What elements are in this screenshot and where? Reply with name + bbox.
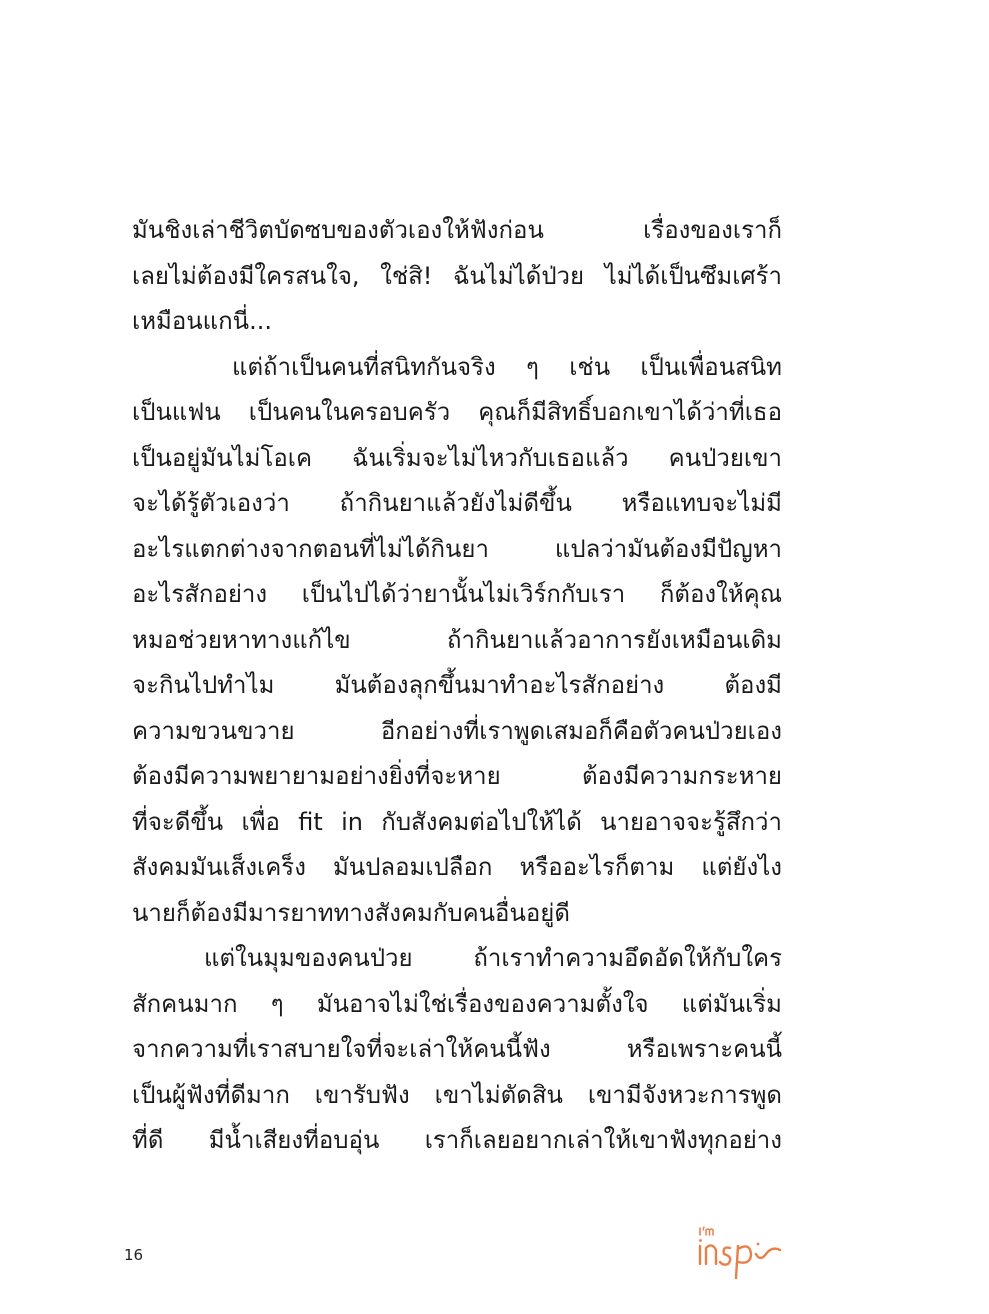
body-line-7: จะได้รู้ตัวเองว่า ถ้ากินยาแล้วยังไม่ดีขึ้น หรือแทบจะไม่มี (132, 489, 782, 517)
body-line-15: สังคมมันเส็งเคร็ง มันปลอมเปลือก หรืออะไรก็ตาม แต่ยังไง (132, 853, 782, 881)
body-line-4: แต่ถ้าเป็นคนที่สนิทกันจริง ๆ เช่น เป็นเพื่อนสนิท (232, 352, 782, 381)
body-line-11: จะกินไปทำไม มันต้องลุกขึ้นมาทำอะไรสักอย่าง ต้องมี (132, 671, 782, 699)
body-line-2: เลยไม่ต้องมีใครสนใจ, ใช่สิ! ฉันไม่ได้ป่วย ไม่ได้เป็นซึมเศร้า (132, 261, 782, 290)
body-line-14: ที่จะดีขึ้น เพื่อ fit in กับสังคมต่อไปให้ได้ นายอาจจะรู้สึกว่า (132, 807, 782, 836)
body-line-5: เป็นแฟน เป็นคนในครอบครัว คุณก็มีสิทธิ์บอกเขาได้ว่าที่เธอ (132, 398, 782, 426)
page-number: 16 (124, 1246, 144, 1264)
body-line-20: เป็นผู้ฟังที่ดีมาก เขารับฟัง เขาไม่ตัดสิน เขามีจังหวะการพูด (132, 1080, 782, 1109)
inspire-logo (694, 1224, 784, 1280)
body-line-10: หมอช่วยหาทางแก้ไข ถ้ากินยาแล้วอาการยังเหมือนเดิม (132, 625, 782, 654)
body-line-6: เป็นอยู่มันไม่โอเค ฉันเริ่มจะไม่ไหวกับเธอแล้ว คนป่วยเขา (132, 443, 782, 472)
body-line-8: อะไรแตกต่างจากตอนที่ไม่ได้กินยา แปลว่ามันต้องมีปัญหา (132, 534, 782, 563)
body-text (132, 208, 782, 1164)
body-line-18: สักคนมาก ๆ มันอาจไม่ใช่เรื่องของความตั้งใจ แต่มันเริ่ม (132, 989, 782, 1018)
body-line-1: มันชิงเล่าชีวิตบัดซบของตัวเองให้ฟังก่อน เรื่องของเราก็ (132, 216, 782, 244)
body-line-3: เหมือนแกนี่... (132, 307, 272, 335)
body-line-17: แต่ในมุมของคนป่วย ถ้าเราทำความอึดอัดให้กับใคร (204, 944, 782, 972)
body-line-13: ต้องมีความพยายามอย่างยิ่งที่จะหาย ต้องมีความกระหาย (132, 762, 782, 790)
body-line-19: จากความที่เราสบายใจที่จะเล่าให้คนนี้ฟัง หรือเพราะคนนี้ (132, 1035, 782, 1063)
body-line-21: ที่ดี มีน้ำเสียงที่อบอุ่น เราก็เลยอยากเล่าให้เขาฟังทุกอย่าง (132, 1126, 782, 1154)
body-line-16: นายก็ต้องมีมารยาททางสังคมกับคนอื่นอยู่ดี (132, 898, 570, 927)
body-line-12: ความขวนขวาย อีกอย่างที่เราพูดเสมอก็คือตัวคนป่วยเอง (132, 716, 782, 745)
body-line-9: อะไรสักอย่าง เป็นไปได้ว่ายานั้นไม่เวิร์กกับเรา ก็ต้องให้คุณ (132, 580, 782, 608)
